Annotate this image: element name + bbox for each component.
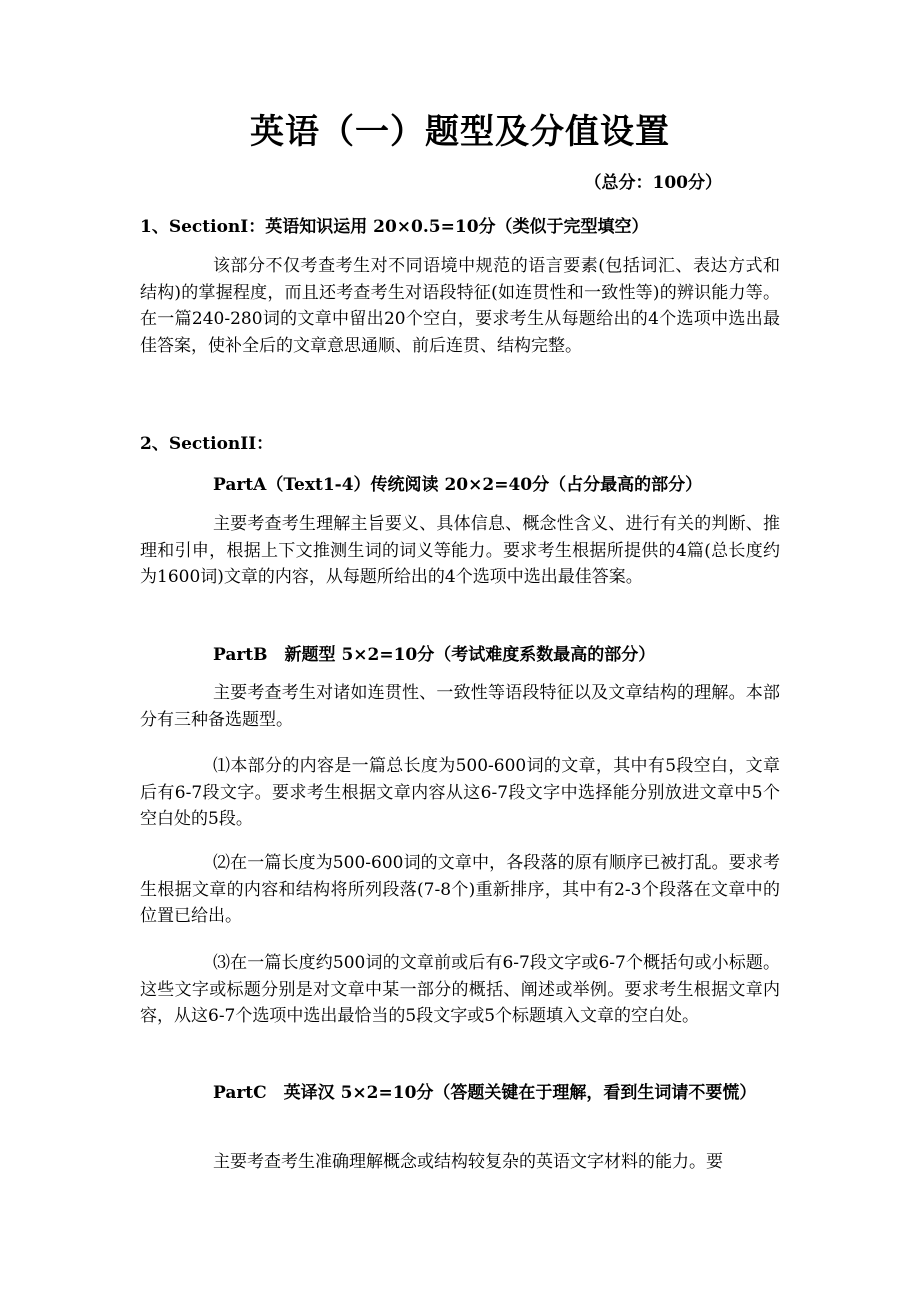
total-score: （总分：100分）	[584, 173, 722, 193]
page-title: 英语（一）题型及分值设置	[250, 112, 670, 152]
partC-heading: PartC 英译汉 5×2=10分（答题关键在于理解，看到生词请不要慌）	[213, 1083, 757, 1103]
partA-heading: PartA（Text1-4）传统阅读 20×2=40分（占分最高的部分）	[213, 475, 703, 495]
partB-paragraph: 主要考查考生对诸如连贯性、一致性等语段特征以及文章结构的理解。本部分有三种备选题型。	[140, 683, 780, 730]
partA-paragraph: 主要考查考生理解主旨要义、具体信息、概念性含义、进行有关的判断、推理和引申，根据上下文推测生词的词义等能力。要求考生根据所提供的4篇(总长度约为1600词)文章的内容，从每题所给出的4个选项中选出最佳答案。	[140, 514, 780, 587]
partB-item-2: ⑵在一篇长度为500-600词的文章中，各段落的原有顺序已被打乱。要求考生根据文章的内容和结构将所列段落(7-8个)重新排序，其中有2-3个段落在文章中的位置已给出。	[140, 853, 780, 926]
partB-item-1: ⑴本部分的内容是一篇总长度为500-600词的文章，其中有5段空白，文章后有6-7段文字。要求考生根据文章内容从这6-7段文字中选择能分别放进文章中5个空白处的5段。	[140, 756, 780, 829]
partB-item-3: ⑶在一篇长度约500词的文章前或后有6-7段文字或6-7个概括句或小标题。这些文字或标题分别是对文章中某一部分的概括、阐述或举例。要求考生根据文章内容，从这6-7个选项中选出最恰当的5段文字或5个标题填入文章的空白处。	[140, 953, 780, 1026]
section1-heading: 1、SectionI：英语知识运用 20×0.5=10分（类似于完型填空）	[140, 217, 649, 237]
section2-heading: 2、SectionII：	[140, 434, 274, 454]
partB-heading: PartB 新题型 5×2=10分（考试难度系数最高的部分）	[213, 645, 656, 665]
section1-paragraph: 该部分不仅考查考生对不同语境中规范的语言要素(包括词汇、表达方式和结构)的掌握程度，而且还考查考生对语段特征(如连贯性和一致性等)的辨识能力等。在一篇240-280词的文章中留出20个空白，要求考生从每题给出的4个选项中选出最佳答案，使补全后的文章意思通顺、前后连贯、结构完整。	[140, 256, 780, 356]
partC-paragraph: 主要考查考生准确理解概念或结构较复杂的英语文字材料的能力。要	[213, 1152, 723, 1172]
